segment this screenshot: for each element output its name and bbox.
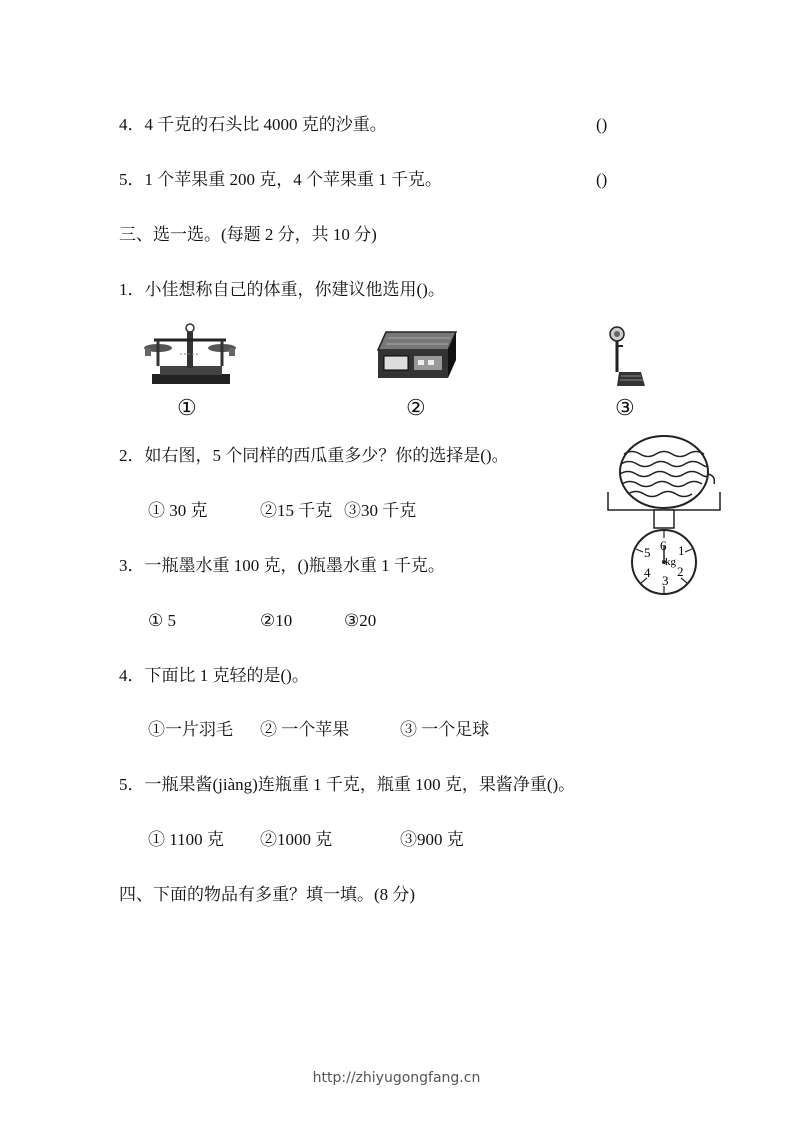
- question-3-5: 5．一瓶果酱(jiàng)连瓶重 1 千克，瓶重 100 克，果酱净重()。: [119, 775, 576, 794]
- option-3-2-b[interactable]: ②15 千克: [260, 501, 333, 520]
- balance-scale-icon: [140, 318, 240, 386]
- option-3-2-c[interactable]: ③30 千克: [344, 501, 417, 520]
- footer-url[interactable]: http://zhiyugongfang.cn: [312, 1070, 481, 1086]
- option-3-4-b[interactable]: ② 一个苹果: [260, 720, 350, 739]
- option-3-3-b[interactable]: ②10: [260, 611, 293, 630]
- option-3-5-c[interactable]: ③900 克: [400, 830, 464, 849]
- option-3-4-a[interactable]: ①一片羽毛: [148, 720, 233, 739]
- option-3-3-c[interactable]: ③20: [344, 611, 377, 630]
- question-3-1: 1．小佳想称自己的体重，你建议他选用()。: [119, 280, 445, 299]
- dial-number-5: 5: [644, 545, 651, 560]
- dial-number-6: 6: [660, 538, 667, 553]
- option-3-5-b[interactable]: ②1000 克: [260, 830, 333, 849]
- question-3-3: 3．一瓶墨水重 100 克，()瓶墨水重 1 千克。: [119, 556, 445, 575]
- answer-paren-2-5[interactable]: (): [596, 170, 608, 189]
- option-label-1[interactable]: ①: [177, 395, 197, 420]
- question-3-4: 4．下面比 1 克轻的是()。: [119, 666, 309, 685]
- section-4-title: 四、下面的物品有多重？填一填。(8 分): [119, 885, 416, 904]
- section-3-title: 三、选一选。(每题 2 分，共 10 分): [119, 225, 377, 244]
- option-3-2-a[interactable]: ① 30 克: [148, 501, 208, 520]
- question-2-4: 4．4 千克的石头比 4000 克的沙重。: [119, 115, 387, 134]
- question-3-2: 2．如右图，5 个同样的西瓜重多少？你的选择是()。: [119, 446, 509, 465]
- electronic-scale-icon: [374, 330, 460, 382]
- answer-paren-2-4[interactable]: (): [596, 115, 608, 134]
- dial-number-3: 3: [662, 573, 669, 588]
- dial-number-1: 1: [678, 543, 685, 558]
- body-weight-scale-icon: [605, 324, 645, 390]
- option-label-3[interactable]: ③: [615, 395, 635, 420]
- watermelon-scale-figure: [600, 434, 728, 598]
- dial-number-2: 2: [677, 564, 684, 579]
- option-3-4-c[interactable]: ③ 一个足球: [400, 720, 490, 739]
- watermelon-icon: [620, 436, 714, 508]
- dial-number-4: 4: [644, 565, 651, 580]
- option-label-2[interactable]: ②: [406, 395, 426, 420]
- question-2-5: 5．1 个苹果重 200 克，4 个苹果重 1 千克。: [119, 170, 442, 189]
- option-3-5-a[interactable]: ① 1100 克: [148, 830, 224, 849]
- dial-unit: kg: [665, 556, 676, 568]
- option-3-3-a[interactable]: ① 5: [148, 611, 176, 630]
